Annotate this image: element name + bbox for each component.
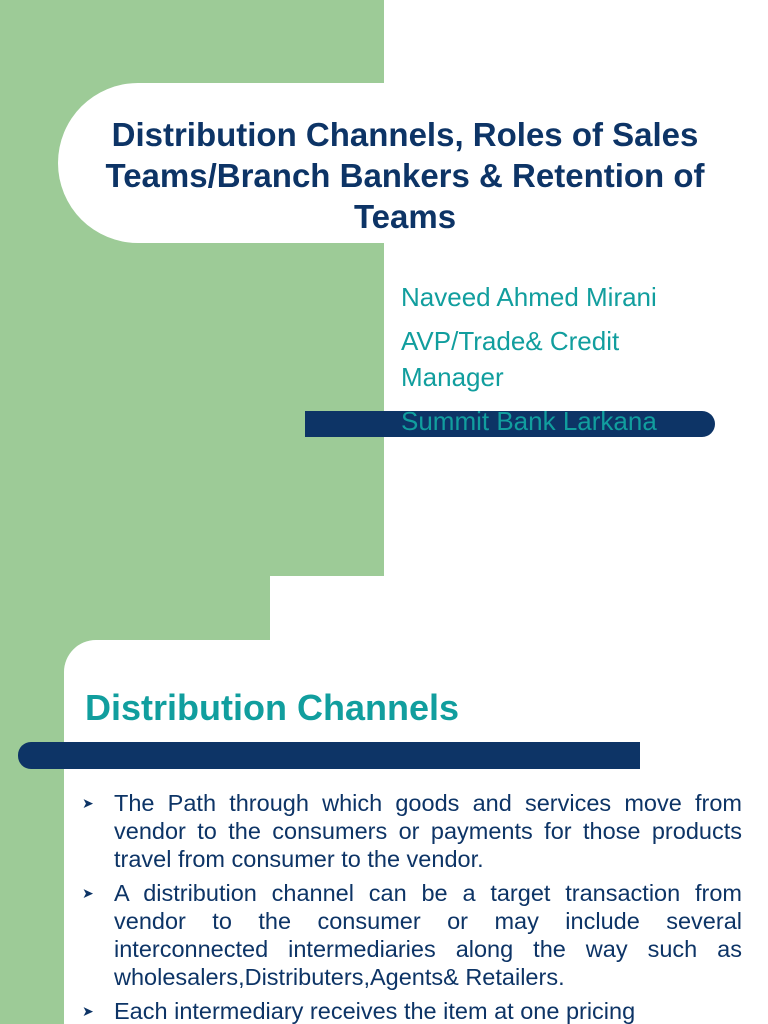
title-underline-bar (18, 742, 640, 769)
presenter-info (401, 279, 701, 447)
bullet-text: A distribution channel can be a target transaction from vendor to the consumer or may include several interconnected intermediaries along the way such as wholesalers,Distributers,Agents& Retailers. (114, 880, 742, 990)
bullet-text: Each intermediary receives the item at one pricing (114, 998, 636, 1024)
arrowhead-bullet-icon: ➤ (82, 795, 94, 811)
bullet-item (80, 879, 742, 991)
arrowhead-bullet-icon: ➤ (82, 885, 94, 901)
bullet-text: The Path through which goods and services move from vendor to the consumers or payments for those products travel from consumer to the vendor. (114, 790, 742, 872)
presenter-role: AVP/Trade& Credit Manager (401, 326, 620, 392)
bullet-item (80, 997, 742, 1024)
content-slide-title: Distribution Channels (85, 687, 460, 728)
arrowhead-bullet-icon: ➤ (82, 1003, 94, 1019)
bullet-item (80, 789, 742, 873)
bullet-list (80, 789, 742, 1024)
presenter-branch: Summit Bank Larkana (401, 406, 657, 436)
slide-title: Distribution Channels, Roles of Sales Teams/Branch Bankers & Retention of Teams (105, 116, 705, 235)
presenter-name: Naveed Ahmed Mirani (401, 282, 657, 312)
